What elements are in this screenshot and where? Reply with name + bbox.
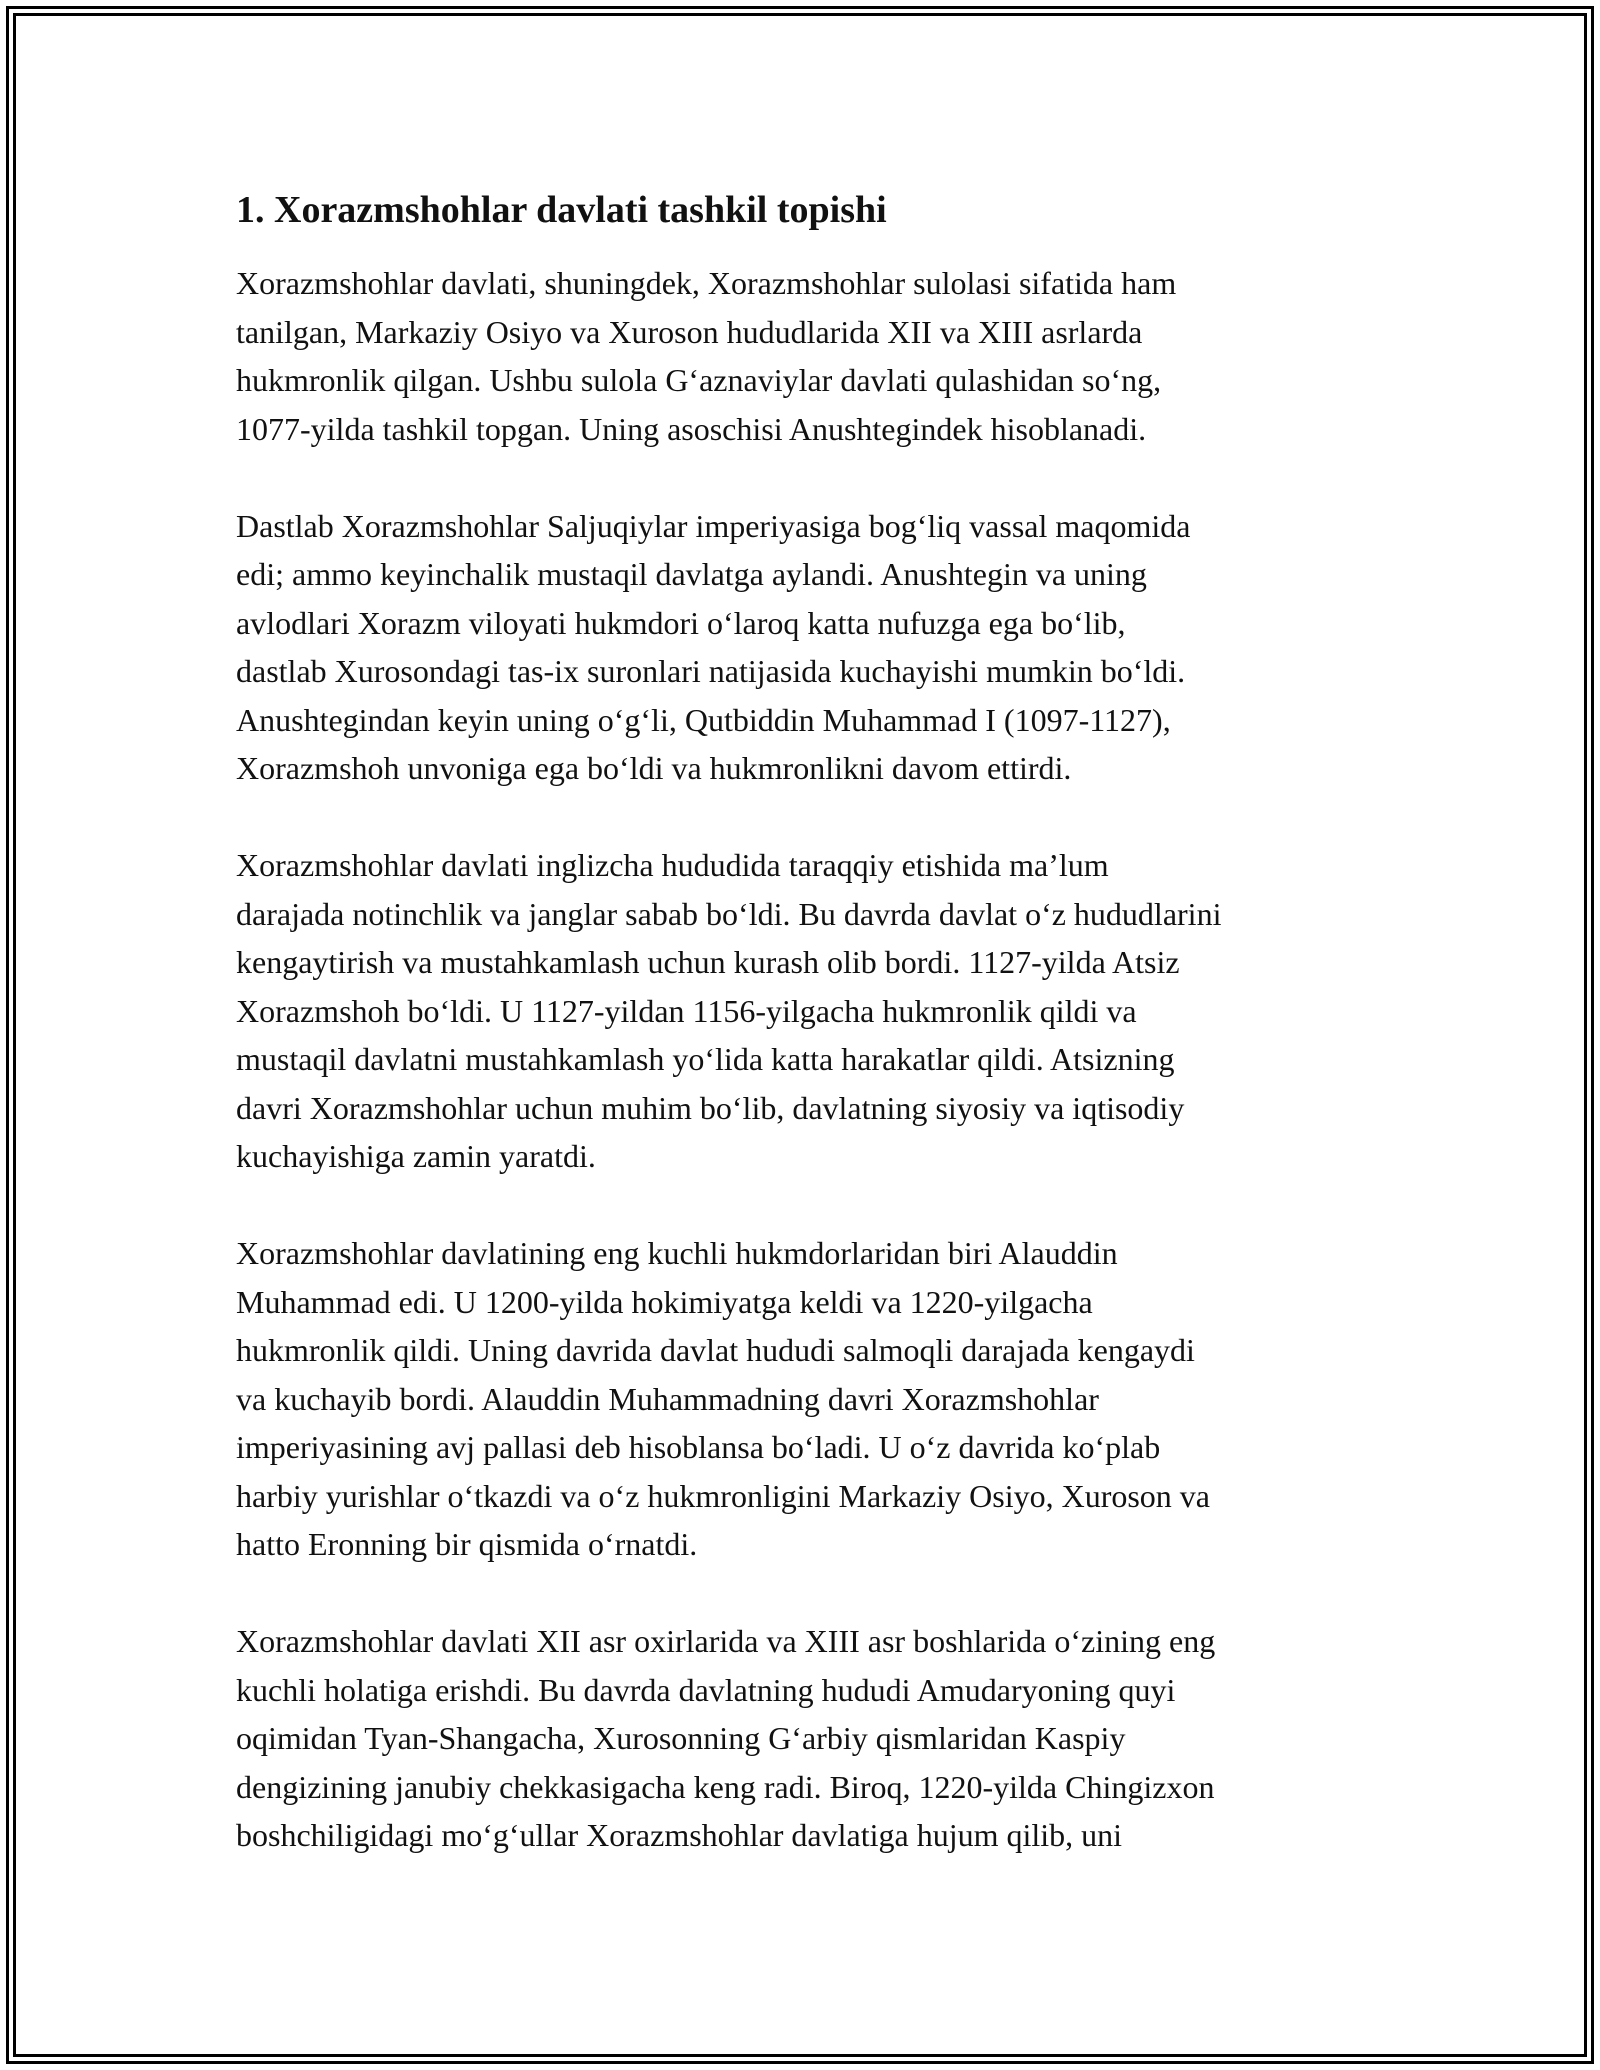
document-body [236,185,1376,1860]
text-line: va kuchayib bordi. Alauddin Muhammadning davri Xorazmshohlar [236,1380,1099,1417]
paragraph-5 [236,1617,1376,1860]
text-line: Xorazmshohlar davlatining eng kuchli hukmdorlaridan biri Alauddin [236,1235,1118,1271]
text-line: Xorazmshohlar davlati XII asr oxirlarida va XIII asr boshlarida o‘zining eng [236,1623,1216,1659]
text-line: mustaqil davlatni mustahkamlash yo‘lida katta harakatlar qildi. Atsizning [236,1041,1175,1077]
text-line: dengizining janubiy chekkasigacha keng radi. Biroq, 1220-yilda Chingizxon [236,1768,1215,1805]
text-line: hukmronlik qildi. Uning davrida davlat hududi salmoqli darajada kengaydi [236,1332,1195,1368]
text-line: oqimidan Tyan-Shangacha, Xurosonning G‘arbiy qismlaridan Kaspiy [236,1720,1126,1756]
text-line: Xorazmshohlar davlati, shuningdek, Xorazmshohlar sulolasi sifatida ham [236,265,1177,301]
text-line: dastlab Xurosondagi tas-ix suronlari natijasida kuchayishi mumkin bo‘ldi. [236,653,1186,689]
text-line: Xorazmshoh bo‘ldi. U 1127-yildan 1156-yilgacha hukmronlik qildi va [236,992,1137,1029]
text-line: 1077-yilda tashkil topgan. Uning asoschisi Anushtegindek hisoblanadi. [236,410,1147,447]
text-line: davri Xorazmshohlar uchun muhim bo‘lib, davlatning siyosiy va iqtisodiy [236,1089,1185,1126]
paragraph-spacer [236,1181,1376,1230]
text-line: avlodlari Xorazm viloyati hukmdori o‘laroq katta nufuzga ega bo‘lib, [236,604,1126,641]
paragraph-spacer [236,1569,1376,1618]
paragraph-2 [236,502,1376,793]
text-line: hatto Eronning bir qismida o‘rnatdi. [236,1526,698,1562]
text-line: Anushtegindan keyin uning o‘g‘li, Qutbiddin Muhammad I (1097-1127), [236,701,1171,738]
paragraph-1 [236,259,1376,453]
text-line: Dastlab Xorazmshohlar Saljuqiylar imperiyasiga bog‘liq vassal maqomida [236,507,1191,544]
text-line: imperiyasining avj pallasi deb hisoblansa bo‘ladi. U o‘z davrida ko‘plab [236,1429,1161,1465]
text-line: Xorazmshoh unvoniga ega bo‘ldi va hukmronlikni davom ettirdi. [236,750,1072,786]
paragraph-spacer [236,453,1376,502]
text-line: kuchayishiga zamin yaratdi. [236,1138,596,1174]
text-line: boshchiligidagi mo‘g‘ullar Xorazmshohlar davlatiga hujum qilib, uni [236,1817,1123,1853]
text-line: Xorazmshohlar davlati inglizcha hududida taraqqiy etishida ma’lum [236,847,1109,883]
text-line: tanilgan, Markaziy Osiyo va Xuroson hududlarida XII va XIII asrlarda [236,313,1143,350]
text-line: Muhammad edi. U 1200-yilda hokimiyatga keldi va 1220-yilgacha [236,1283,1093,1320]
text-line: darajada notinchlik va janglar sabab bo‘ldi. Bu davrda davlat o‘z hududlarini [236,895,1222,932]
paragraph-spacer [236,793,1376,842]
text-line: hukmronlik qilgan. Ushbu sulola G‘aznaviylar davlati qulashidan so‘ng, [236,362,1162,398]
section-title: 1. Xorazmshohlar davlati tashkil topishi [236,189,887,231]
paragraph-4 [236,1229,1376,1569]
text-line: kengaytirish va mustahkamlash uchun kurash olib bordi. 1127-yilda Atsiz [236,944,1180,980]
text-line: harbiy yurishlar o‘tkazdi va o‘z hukmronligini Markaziy Osiyo, Xuroson va [236,1477,1210,1514]
paragraph-3 [236,841,1376,1181]
text-line: kuchli holatiga erishdi. Bu davrda davlatning hududi Amudaryoning quyi [236,1671,1176,1708]
text-line: edi; ammo keyinchalik mustaqil davlatga aylandi. Anushtegin va uning [236,556,1147,592]
